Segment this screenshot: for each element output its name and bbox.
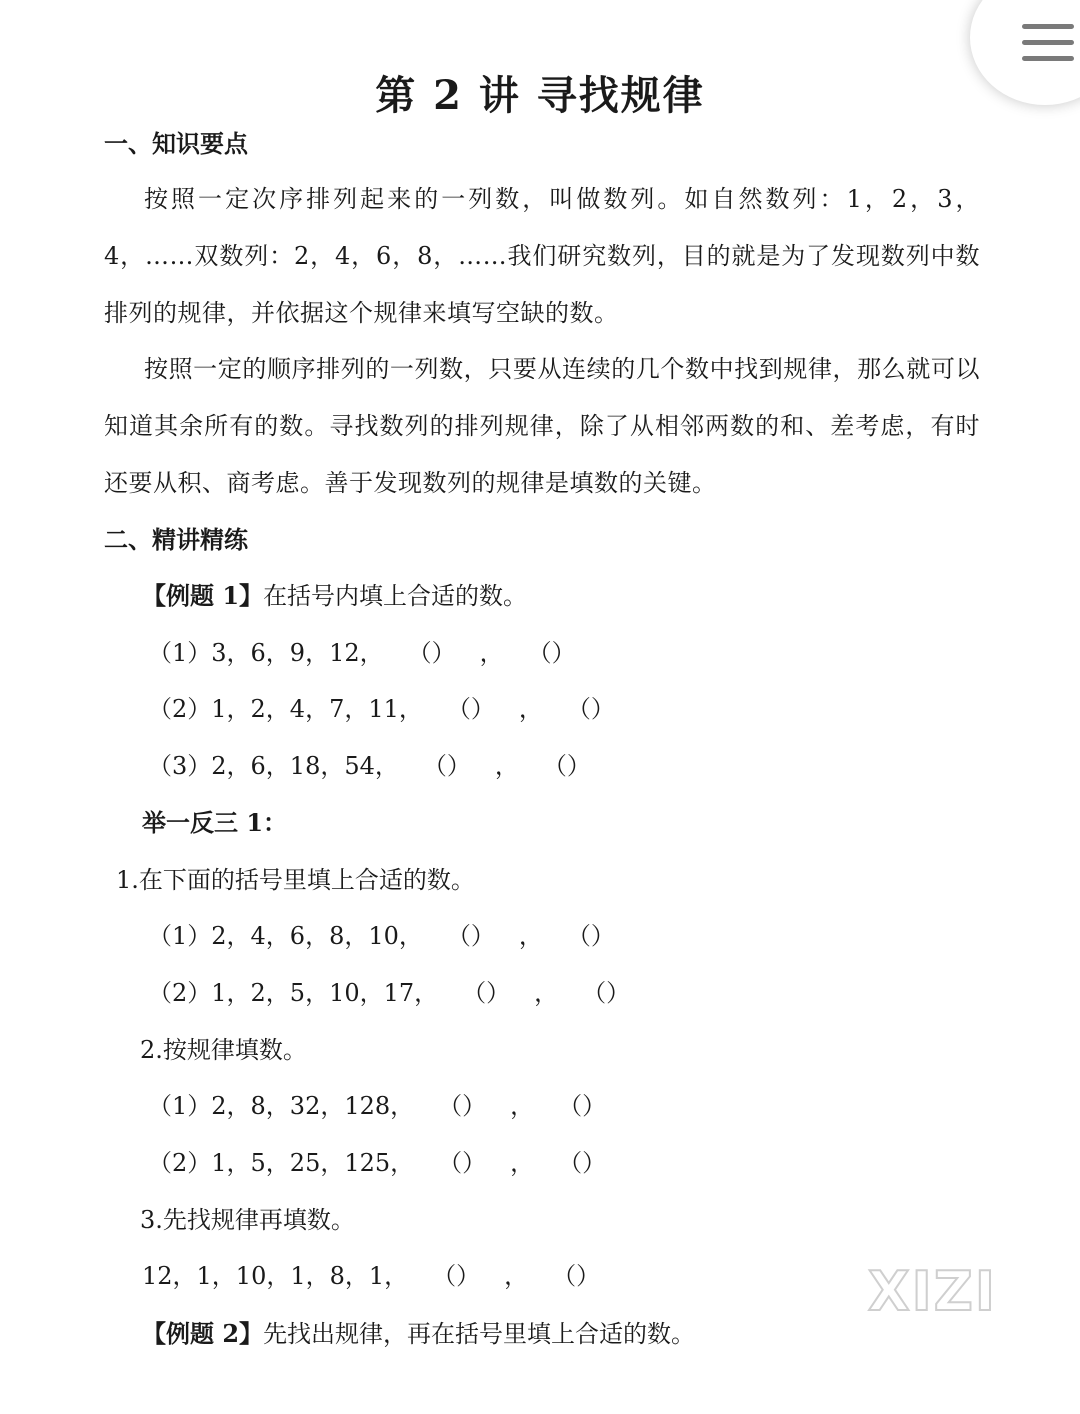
- answer-blank[interactable]: [408, 1260, 504, 1292]
- page-title: 第 2 讲 寻找规律: [375, 72, 705, 119]
- practice-1-q3-item-1: [142, 1260, 624, 1292]
- sequence-text: 12，1，10，1，8，1，: [142, 1262, 409, 1290]
- answer-blank[interactable]: [534, 1147, 630, 1179]
- practice-1-question-1: 1.在下面的括号里填上合适的数。: [116, 866, 475, 894]
- sequence-text: （3）2，6，18，54，: [148, 752, 399, 780]
- answer-blank[interactable]: [423, 693, 519, 725]
- example-1-text: 在括号内填上合适的数。: [263, 582, 528, 610]
- example-1-item-1: [148, 637, 600, 669]
- answer-blank[interactable]: [519, 750, 615, 782]
- answer-blank[interactable]: [543, 693, 639, 725]
- practice-1-heading: 举一反三 1：: [142, 808, 288, 837]
- answer-blank[interactable]: [414, 1090, 510, 1122]
- knowledge-paragraph-2: 按照一定的顺序排列的一列数，只要从连续的几个数中找到规律，那么就可以知道其余所有的数。寻找数列的排列规律，除了从相邻两数的和、差考虑，有时还要从积、商考虑。善于发现数列的规律是填数的关键。: [104, 355, 980, 497]
- answer-blank[interactable]: [534, 1090, 630, 1122]
- separator: ，: [518, 922, 543, 950]
- answer-blank[interactable]: [414, 1147, 510, 1179]
- separator: ，: [504, 1262, 529, 1290]
- answer-blank[interactable]: [558, 977, 654, 1009]
- example-1-prompt: [142, 580, 527, 612]
- separator: ，: [494, 752, 519, 780]
- section-heading-knowledge: 一、知识要点: [104, 129, 248, 158]
- answer-blank[interactable]: [438, 977, 534, 1009]
- sequence-text: （2）1，2，4，7，11，: [148, 695, 423, 723]
- practice-1-q2-item-2: [148, 1147, 630, 1179]
- answer-blank[interactable]: [543, 920, 639, 952]
- separator: ，: [534, 979, 559, 1007]
- answer-blank[interactable]: [399, 750, 495, 782]
- example-2-tag: 【例题 2】: [142, 1319, 264, 1348]
- example-1-item-2: [148, 693, 639, 725]
- watermark-logo: XIZI: [868, 1260, 997, 1323]
- practice-1-q1-item-2: [148, 977, 654, 1009]
- section-heading-practice: 二、精讲精练: [104, 525, 248, 554]
- practice-1-question-2: 2.按规律填数。: [140, 1036, 307, 1064]
- sequence-text: （1）2，4，6，8，10，: [148, 922, 423, 950]
- separator: ，: [510, 1092, 535, 1120]
- answer-blank[interactable]: [504, 637, 600, 669]
- separator: ，: [479, 639, 504, 667]
- separator: ，: [518, 695, 543, 723]
- answer-blank[interactable]: [423, 920, 519, 952]
- sequence-text: （2）1，5，25，125，: [148, 1149, 415, 1177]
- separator: ，: [510, 1149, 535, 1177]
- answer-blank[interactable]: [528, 1260, 624, 1292]
- example-2-prompt: [142, 1318, 695, 1350]
- sequence-text: （2）1，2，5，10，17，: [148, 979, 439, 1007]
- example-1-item-3: [148, 750, 615, 782]
- practice-1-q1-item-1: [148, 920, 639, 952]
- knowledge-paragraph-1: 按照一定次序排列起来的一列数，叫做数列。如自然数列：1，2，3，4，……双数列：2，4，6，8，……我们研究数列，目的就是为了发现数列中数排列的规律，并依据这个规律来填写空缺的数。: [104, 185, 980, 327]
- example-1-tag: 【例题 1】: [142, 581, 264, 610]
- practice-1-question-3: 3.先找规律再填数。: [140, 1206, 355, 1234]
- example-2-text: 先找出规律，再在括号里填上合适的数。: [263, 1320, 696, 1348]
- practice-1-q2-item-1: [148, 1090, 630, 1122]
- sequence-text: （1）3，6，9，12，: [148, 639, 384, 667]
- answer-blank[interactable]: [384, 637, 480, 669]
- sequence-text: （1）2，8，32，128，: [148, 1092, 415, 1120]
